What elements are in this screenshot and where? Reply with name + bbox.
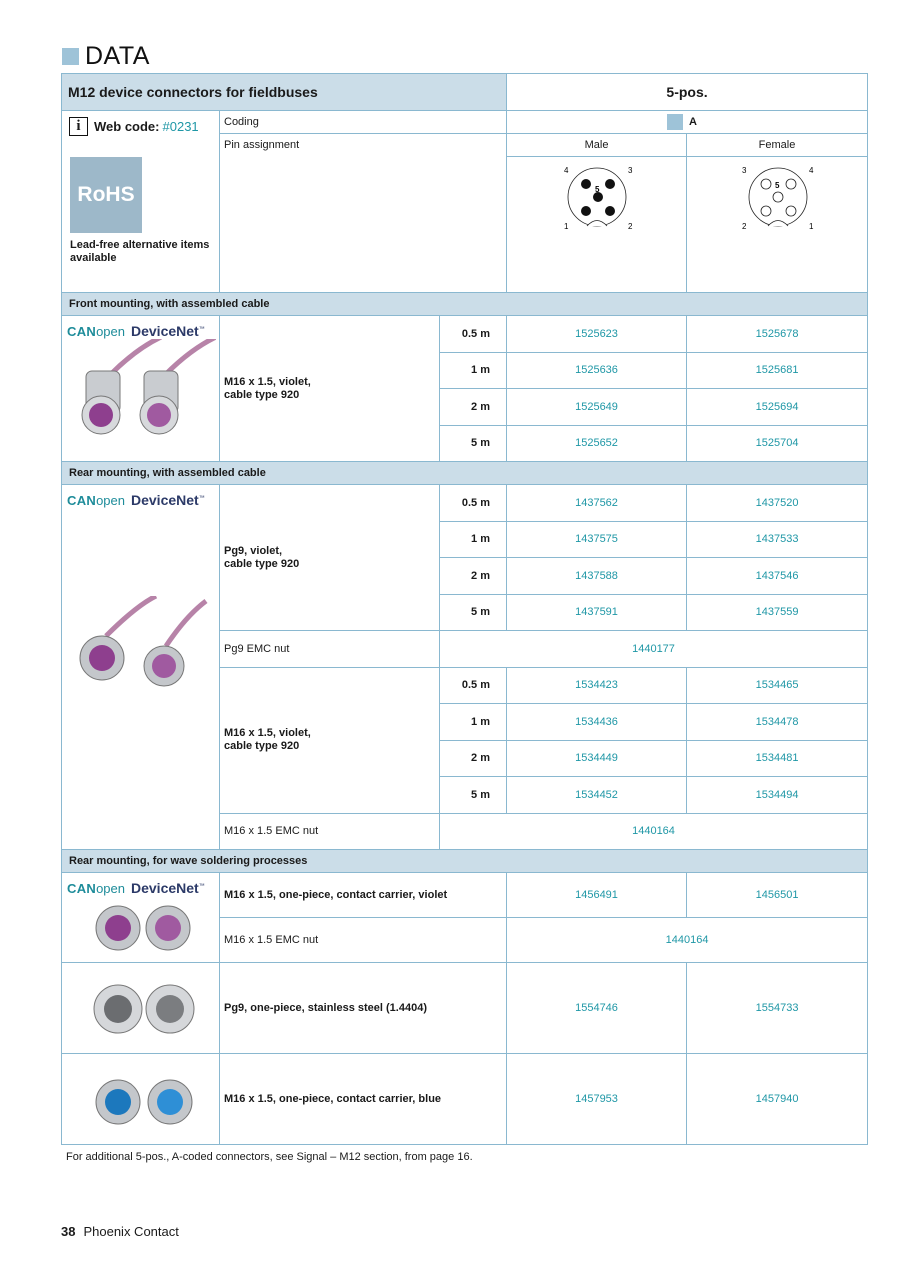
length-cell: 5 m (440, 777, 507, 814)
female-part-number[interactable]: 1437559 (687, 594, 868, 631)
female-pinout-svg (687, 157, 868, 237)
female-part-number[interactable]: 1437546 (687, 558, 868, 595)
web-code-label: Web code: (94, 119, 160, 134)
coding-label: Coding (220, 111, 507, 134)
female-pin-2: 2 (742, 222, 747, 231)
coding-cell (507, 111, 868, 134)
wave-violet-desc: M16 x 1.5, one-piece, contact carrier, violet (220, 873, 507, 918)
male-part-number[interactable]: 1437588 (507, 558, 687, 595)
length-cell: 2 m (440, 558, 507, 595)
page-footer (61, 1224, 179, 1239)
female-part-number[interactable]: 1534481 (687, 740, 868, 777)
length-cell: 2 m (440, 389, 507, 426)
info-cell (62, 111, 220, 293)
male-part-number[interactable]: 1534449 (507, 740, 687, 777)
length-cell: 5 m (440, 594, 507, 631)
page-number: 38 (61, 1224, 76, 1239)
lead-free-note: Lead-free alternative items available (70, 239, 210, 264)
positions-label: 5-pos. (507, 74, 868, 111)
wave-blue-image-cell (62, 1054, 220, 1145)
male-part-number[interactable]: 1534423 (507, 667, 687, 704)
length-cell: 1 m (440, 352, 507, 389)
length-cell: 1 m (440, 704, 507, 741)
pg9-emc-nut-part-number[interactable]: 1440177 (440, 631, 868, 668)
female-part-number[interactable]: 1534465 (687, 667, 868, 704)
section-wave-soldering: Rear mounting, for wave soldering processes (62, 850, 868, 873)
male-part-number[interactable]: 1457953 (507, 1054, 687, 1145)
pin-assignment-label: Pin assignment (220, 134, 507, 293)
male-pin-2: 2 (628, 222, 633, 231)
female-part-number[interactable]: 1525694 (687, 389, 868, 426)
female-part-number[interactable]: 1437520 (687, 485, 868, 522)
female-part-number[interactable]: 1525678 (687, 316, 868, 353)
fieldbus-logos (62, 485, 219, 508)
section-rear-mounting: Rear mounting, with assembled cable (62, 462, 868, 485)
male-pin-1: 1 (564, 222, 569, 231)
female-pin-diagram (687, 157, 868, 293)
male-header: Male (507, 134, 687, 157)
brand-name: Phoenix Contact (83, 1224, 179, 1239)
wave-blue-desc: M16 x 1.5, one-piece, contact carrier, blue (220, 1054, 507, 1145)
canopen-logo: CAN (67, 493, 97, 508)
male-pin-5: 5 (595, 185, 600, 194)
male-part-number[interactable]: 1554746 (507, 963, 687, 1054)
devicenet-logo: DeviceNet™ (131, 323, 205, 339)
male-pin-diagram (507, 157, 687, 293)
female-part-number[interactable]: 1554733 (687, 963, 868, 1054)
canopen-logo-open: open (96, 881, 125, 896)
length-cell: 1 m (440, 521, 507, 558)
male-part-number[interactable]: 1525636 (507, 352, 687, 389)
male-part-number[interactable]: 1525623 (507, 316, 687, 353)
female-pin-3: 3 (742, 166, 747, 175)
male-part-number[interactable]: 1525649 (507, 389, 687, 426)
length-cell: 0.5 m (440, 667, 507, 704)
wave-emc-nut-label: M16 x 1.5 EMC nut (220, 918, 507, 963)
male-pinout-svg (507, 157, 687, 237)
female-part-number[interactable]: 1456501 (687, 873, 868, 918)
canopen-logo-open: open (96, 324, 125, 339)
m16-emc-nut-part-number[interactable]: 1440164 (440, 813, 868, 850)
rear-pg9-desc: Pg9, violet, cable type 920 (220, 485, 440, 631)
fieldbus-logos (62, 316, 219, 339)
male-pin-4: 4 (564, 166, 569, 175)
canopen-logo-open: open (96, 493, 125, 508)
length-cell: 5 m (440, 425, 507, 462)
fieldbus-logos (62, 873, 219, 896)
coding-value: A (689, 115, 697, 128)
connector-table (61, 73, 868, 1145)
length-cell: 0.5 m (440, 316, 507, 353)
table-title: M12 device connectors for fieldbuses (62, 74, 507, 111)
rear-m16-desc: M16 x 1.5, violet, cable type 920 (220, 667, 440, 813)
female-pin-5: 5 (775, 181, 780, 190)
info-icon: i (69, 117, 88, 136)
female-part-number[interactable]: 1457940 (687, 1054, 868, 1145)
male-part-number[interactable]: 1437591 (507, 594, 687, 631)
female-part-number[interactable]: 1525704 (687, 425, 868, 462)
heading-text: DATA (85, 41, 150, 70)
female-pin-1: 1 (809, 222, 814, 231)
heading-square-icon (62, 48, 79, 65)
footnote: For additional 5-pos., A-coded connectors, see Signal – M12 section, from page 16. (66, 1151, 473, 1163)
wave-blue-connector-image (66, 1064, 216, 1134)
female-pin-4: 4 (809, 166, 814, 175)
wave-steel-image-cell (62, 963, 220, 1054)
length-cell: 0.5 m (440, 485, 507, 522)
page-heading (62, 42, 150, 70)
m16-emc-nut-label: M16 x 1.5 EMC nut (220, 813, 440, 850)
male-part-number[interactable]: 1534436 (507, 704, 687, 741)
male-part-number[interactable]: 1525652 (507, 425, 687, 462)
female-part-number[interactable]: 1525681 (687, 352, 868, 389)
devicenet-logo: DeviceNet™ (131, 880, 205, 896)
wave-violet-connector-image (66, 896, 216, 958)
wave-steel-desc: Pg9, one-piece, stainless steel (1.4404) (220, 963, 507, 1054)
male-part-number[interactable]: 1437575 (507, 521, 687, 558)
section-front-mounting: Front mounting, with assembled cable (62, 293, 868, 316)
male-part-number[interactable]: 1437562 (507, 485, 687, 522)
web-code-link[interactable]: #0231 (162, 119, 199, 134)
front-connector-image (66, 339, 216, 439)
male-pin-3: 3 (628, 166, 633, 175)
coding-swatch (667, 114, 683, 130)
length-cell: 2 m (440, 740, 507, 777)
female-part-number[interactable]: 1534494 (687, 777, 868, 814)
canopen-logo: CAN (67, 881, 97, 896)
rear-connector-image (66, 596, 216, 706)
rear-image-cell (62, 485, 220, 850)
web-code (69, 117, 219, 136)
wave-violet-image-cell (62, 873, 220, 963)
pg9-emc-nut-label: Pg9 EMC nut (220, 631, 440, 668)
male-part-number[interactable]: 1456491 (507, 873, 687, 918)
devicenet-logo: DeviceNet™ (131, 492, 205, 508)
front-desc: M16 x 1.5, violet, cable type 920 (220, 316, 440, 462)
rohs-badge: RoHS (70, 157, 142, 233)
canopen-logo: CAN (67, 324, 97, 339)
male-part-number[interactable]: 1534452 (507, 777, 687, 814)
female-part-number[interactable]: 1437533 (687, 521, 868, 558)
front-image-cell (62, 316, 220, 462)
wave-emc-nut-part-number[interactable]: 1440164 (507, 918, 868, 963)
wave-steel-connector-image (66, 973, 216, 1043)
female-header: Female (687, 134, 868, 157)
female-part-number[interactable]: 1534478 (687, 704, 868, 741)
